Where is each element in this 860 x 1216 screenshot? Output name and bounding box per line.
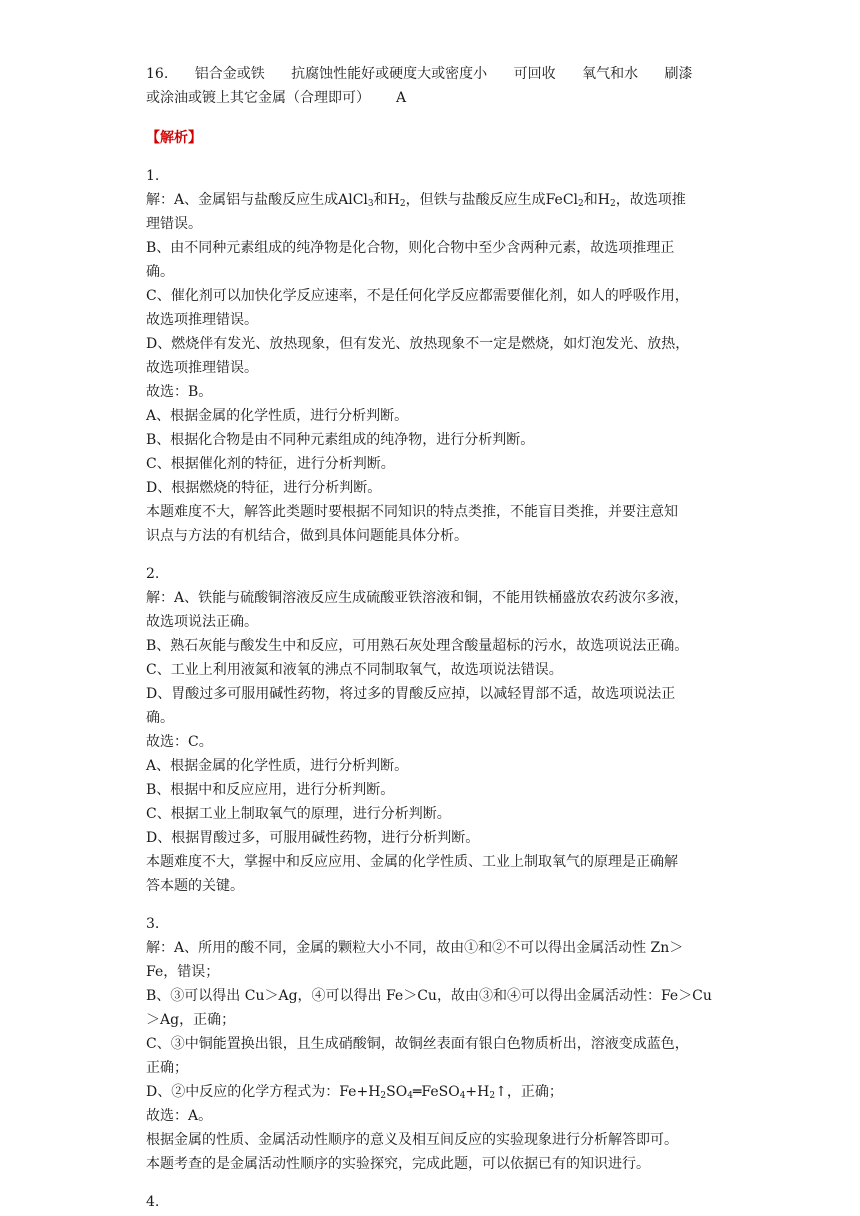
s3-answer: 故选：A。: [146, 1108, 213, 1124]
section-2-number: 2.: [146, 566, 160, 582]
q16-number: 16.: [146, 66, 169, 82]
q16-answer-3: 可回收: [513, 66, 556, 82]
s3-line-c2: 正确；: [146, 1060, 188, 1076]
s2-summary-1: 本题难度不大，掌握中和反应应用、金属的化学性质、工业上制取氧气的原理是正确解: [146, 854, 678, 870]
s2-summary-2: 答本题的关键。: [146, 878, 244, 894]
s2-line-d: D、胃酸过多可服用碱性药物，将过多的胃酸反应掉，以减轻胃部不适，故选项说法正: [146, 686, 676, 702]
s1-hint-b: B、根据化合物是由不同种元素组成的纯净物，进行分析判断。: [146, 432, 535, 448]
q16-answer-line: [146, 62, 716, 86]
s1-answer: 故选：B。: [146, 384, 213, 400]
s3-line-b2: ＞Ag，正确；: [146, 1012, 236, 1028]
s1-line-b2: 确。: [146, 264, 174, 280]
s2-line-c: C、工业上利用液氮和液氧的沸点不同制取氧气，故选项说法错误。: [146, 662, 563, 678]
s2-hint-a: A、根据金属的化学性质，进行分析判断。: [146, 758, 409, 774]
document-page: [146, 62, 716, 1214]
q16-answer-5: 刷漆: [664, 66, 693, 82]
q16-answer-2: 抗腐蚀性能好或硬度大或密度小: [291, 66, 488, 82]
s1-line-a: 解：A、金属铝与盐酸反应生成AlCl$_3$和$H_2$，但铁与盐酸反应生成FeCl$_2$和$H_2$，故选项推: [146, 192, 686, 209]
q16-answer-6: A: [396, 90, 407, 106]
s3-summary-2: 本题考查的是金属活动性顺序的实验探究，完成此题，可以依据已有的知识进行。: [146, 1156, 650, 1172]
section-4-number: 4.: [146, 1194, 160, 1210]
s1-line-c2: 故选项推理错误。: [146, 312, 258, 328]
s3-line-d: D、②中反应的化学方程式为：$Fe+H_2SO_4═FeSO_4+H_2↑$，正确；: [146, 1084, 563, 1101]
s2-line-a2: 故选项说法正确。: [146, 614, 258, 630]
s2-answer: 故选：C。: [146, 734, 213, 750]
s1-hint-a: A、根据金属的化学性质，进行分析判断。: [146, 408, 409, 424]
section-3-number: 3.: [146, 916, 160, 932]
q16-answer-5-cont: 或涂油或镀上其它金属（合理即可）: [146, 90, 370, 106]
analysis-heading: 【解析】: [146, 130, 202, 146]
s1-hint-c: C、根据催化剂的特征，进行分析判断。: [146, 456, 395, 472]
s3-line-a: 解：A、所用的酸不同，金属的颗粒大小不同，故由①和②不可以得出金属活动性 Zn＞: [146, 940, 684, 956]
s1-summary-1: 本题难度不大，解答此类题时要根据不同知识的特点类推，不能盲目类推，并要注意知: [146, 504, 678, 520]
s1-line-b: B、由不同种元素组成的纯净物是化合物，则化合物中至少含两种元素，故选项推理正: [146, 240, 675, 256]
s3-line-b: B、③可以得出 Cu＞Ag，④可以得出 Fe＞Cu，故由③和④可以得出金属活动性：Fe＞Cu: [146, 988, 712, 1004]
s1-hint-d: D、根据燃烧的特征，进行分析判断。: [146, 480, 382, 496]
s1-line-d2: 故选项推理错误。: [146, 360, 258, 376]
section-1-number: 1.: [146, 168, 160, 184]
s2-hint-d: D、根据胃酸过多，可服用碱性药物，进行分析判断。: [146, 830, 480, 846]
s2-line-b: B、熟石灰能与酸发生中和反应，可用熟石灰处理含酸量超标的污水，故选项说法正确。: [146, 638, 689, 654]
s1-line-d: D、燃烧伴有发光、放热现象，但有发光、放热现象不一定是燃烧，如灯泡发光、放热，: [146, 336, 690, 352]
q16-answer-line-2: [146, 86, 716, 110]
q16-answer-4: 氧气和水: [582, 66, 639, 82]
s2-hint-b: B、根据中和反应应用，进行分析判断。: [146, 782, 395, 798]
q16-answer-1: 铝合金或铁: [194, 66, 265, 82]
s3-line-c: C、③中铜能置换出银，且生成硝酸铜，故铜丝表面有银白色物质析出，溶液变成蓝色，: [146, 1036, 689, 1052]
s2-hint-c: C、根据工业上制取氧气的原理，进行分析判断。: [146, 806, 451, 822]
s1-line-c: C、催化剂可以加快化学反应速率，不是任何化学反应都需要催化剂，如人的呼吸作用，: [146, 288, 689, 304]
s1-line-a2: 理错误。: [146, 216, 202, 232]
s3-line-a2: Fe，错误；: [146, 964, 220, 980]
s2-line-d2: 确。: [146, 710, 174, 726]
s3-summary-1: 根据金属的性质、金属活动性顺序的意义及相互间反应的实验现象进行分析解答即可。: [146, 1132, 678, 1148]
s1-summary-2: 识点与方法的有机结合，做到具体问题能具体分析。: [146, 528, 468, 544]
s2-line-a: 解：A、铁能与硫酸铜溶液反应生成硫酸亚铁溶液和铜，不能用铁桶盛放农药波尔多液，: [146, 590, 689, 606]
